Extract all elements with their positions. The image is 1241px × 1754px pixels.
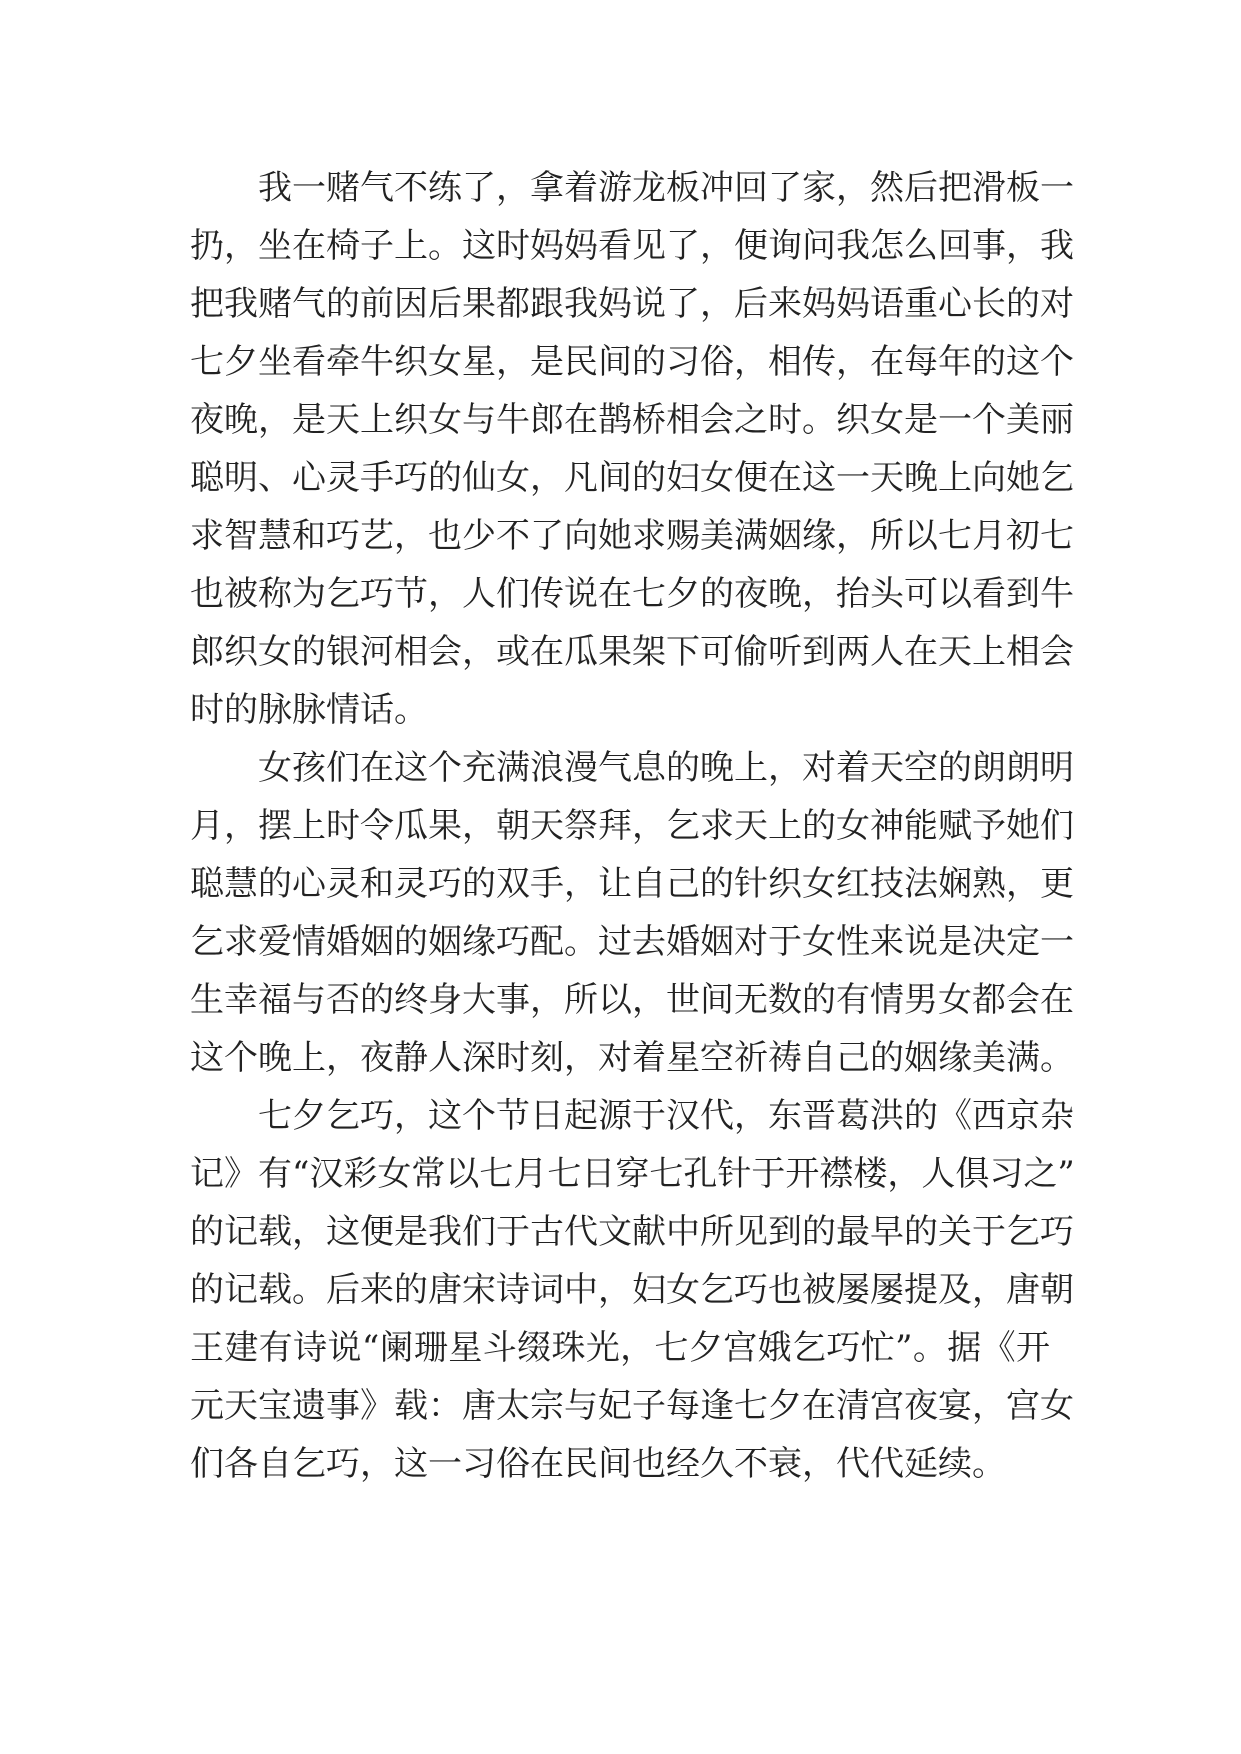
paragraph-1-line-2: 扔，坐在椅子上。这时妈妈看见了，便询问我怎么回事，我 [190, 226, 1074, 266]
paragraph-1-line-7: 求智慧和巧艺，也少不了向她求赐美满姻缘，所以七月初七 [190, 516, 1074, 556]
paragraph-3-line-3: 的记载，这便是我们于古代文献中所见到的最早的关于乞巧 [190, 1212, 1074, 1252]
paragraph-3-line-7: 们各自乞巧，这一习俗在民间也经久不衰，代代延续。 [190, 1444, 1006, 1484]
paragraph-3-line-1: 七夕乞巧，这个节日起源于汉代，东晋葛洪的《西京杂 [258, 1096, 1074, 1136]
paragraph-2-line-2: 月，摆上时令瓜果，朝天祭拜，乞求天上的女神能赋予她们 [190, 806, 1074, 846]
paragraph-2-line-3: 聪慧的心灵和灵巧的双手，让自己的针织女红技法娴熟，更 [190, 864, 1074, 904]
paragraph-1-line-1: 我一赌气不练了，拿着游龙板冲回了家，然后把滑板一 [258, 168, 1074, 208]
paragraph-1-line-3: 把我赌气的前因后果都跟我妈说了，后来妈妈语重心长的对 [190, 284, 1074, 324]
paragraph-1-line-8: 也被称为乞巧节，人们传说在七夕的夜晚，抬头可以看到牛 [190, 574, 1074, 614]
paragraph-3-line-5: 王建有诗说“阑珊星斗缀珠光，七夕宫娥乞巧忙”。据《开 [190, 1328, 1050, 1368]
paragraph-3-line-4: 的记载。后来的唐宋诗词中，妇女乞巧也被屡屡提及，唐朝 [190, 1270, 1074, 1310]
paragraph-1-line-9: 郎织女的银河相会，或在瓜果架下可偷听到两人在天上相会 [190, 632, 1074, 672]
paragraph-1-line-6: 聪明、心灵手巧的仙女，凡间的妇女便在这一天晚上向她乞 [190, 458, 1074, 498]
paragraph-1-line-4: 七夕坐看牵牛织女星，是民间的习俗，相传，在每年的这个 [190, 342, 1074, 382]
paragraph-1-line-5: 夜晚，是天上织女与牛郎在鹊桥相会之时。织女是一个美丽 [190, 400, 1074, 440]
paragraph-3-line-2: 记》有“汉彩女常以七月七日穿七孔针于开襟楼，人俱习之” [190, 1154, 1075, 1194]
paragraph-2-line-1: 女孩们在这个充满浪漫气息的晚上，对着天空的朗朗明 [258, 748, 1074, 788]
paragraph-3-line-6: 元天宝遗事》载：唐太宗与妃子每逢七夕在清宫夜宴，宫女 [190, 1386, 1074, 1426]
paragraph-2-line-4: 乞求爱情婚姻的姻缘巧配。过去婚姻对于女性来说是决定一 [190, 922, 1074, 962]
paragraph-2-line-5: 生幸福与否的终身大事，所以，世间无数的有情男女都会在 [190, 980, 1074, 1020]
paragraph-2-line-6: 这个晚上，夜静人深时刻，对着星空祈祷自己的姻缘美满。 [190, 1038, 1074, 1078]
paragraph-1-line-10: 时的脉脉情话。 [190, 690, 428, 730]
